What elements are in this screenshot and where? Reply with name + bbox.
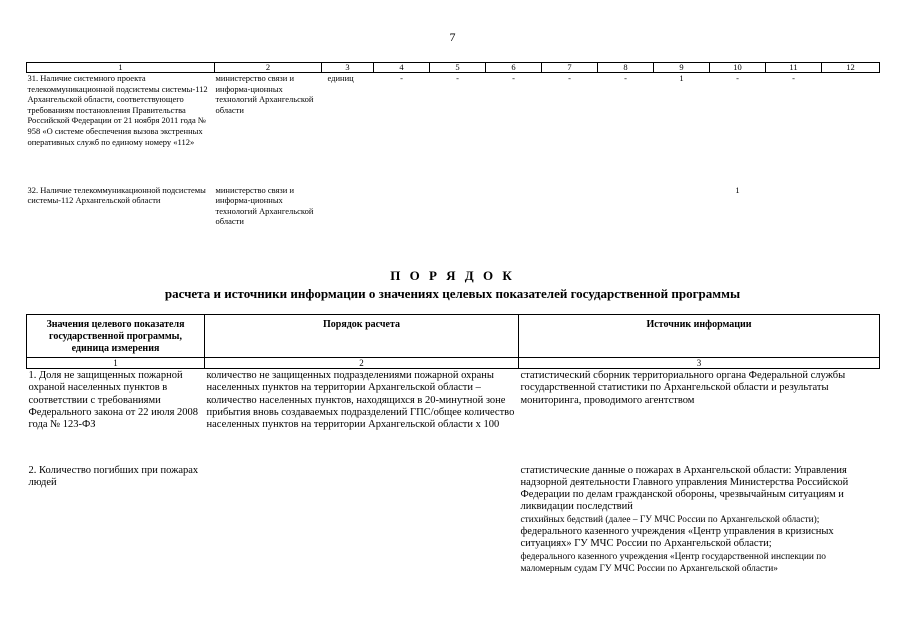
column-number: 1 — [27, 358, 205, 369]
column-number: 4 — [374, 63, 430, 73]
column-number: 6 — [486, 63, 542, 73]
year-value: - — [456, 73, 459, 83]
column-number-row — [27, 358, 880, 369]
column-number: 2 — [205, 358, 519, 369]
column-header: Значения целевого показателя государственной программы, единица измерения — [27, 315, 205, 358]
calculation-cell: количество не защищенных подразделениями пожарной охраны населенных пунктов на территории Архангельской области – количество населенных пунктов, находящихся в 20-минутной зоне прибытия вновь создаваемых подразделений ГПС/общее количество населенных пунктов на территории Архангельской области х 100 — [206, 370, 515, 431]
year-value — [654, 185, 710, 227]
year-value: - — [568, 73, 571, 83]
source-text: статистические данные о пожарах в Архангельской области: Управления надзорной деятельности Главного управления Министерства Российской Федерации по делам гражданской обороны, чрезвычайным ситуациям и ликвидации последствий — [520, 464, 849, 513]
table-row — [27, 185, 880, 227]
year-value: 1 — [679, 73, 684, 83]
column-number: 3 — [519, 358, 880, 369]
column-number: 12 — [822, 63, 880, 73]
column-header: Источник информации — [519, 315, 880, 358]
indicator-cell: 1. Доля не защищенных пожарной охраной населенных пунктов в соответствии с требованиями Федерального закона от 22 июля 2008 года № 123-ФЗ — [28, 370, 199, 431]
calculation-cell — [205, 465, 519, 577]
indicator-name: 32. Наличие телекоммуникационной подсистемы системы-112 Архангельской области — [27, 184, 206, 206]
source-text: федерального казенного учреждения «Центр управления в кризисных ситуациях» ГУ МЧС России по Архангельской области; — [520, 525, 834, 550]
source-text: стихийных бедствий (далее – ГУ МЧС России по Архангельской области); — [520, 514, 820, 525]
year-value — [598, 185, 654, 227]
column-header: Порядок расчета — [205, 315, 519, 358]
year-value: 1 — [735, 184, 740, 195]
year-value — [822, 185, 880, 227]
column-number: 7 — [542, 63, 598, 73]
year-value — [374, 185, 430, 227]
executor: министерство связи и информа-ционных технологий Архангельской области — [215, 184, 314, 227]
section-subtitle: расчета и источники информации о значениях целевых показателей государственной программы — [164, 286, 741, 301]
header-row — [27, 315, 880, 358]
source-cell — [519, 465, 880, 577]
year-value — [542, 185, 598, 227]
year-value — [430, 185, 486, 227]
year-value: - — [400, 73, 403, 83]
year-value — [486, 185, 542, 227]
column-number: 3 — [322, 63, 374, 73]
unit — [322, 185, 374, 227]
column-number-row — [27, 63, 880, 73]
year-value: - — [736, 73, 739, 83]
indicators-table — [26, 62, 880, 227]
column-number: 10 — [710, 63, 766, 73]
column-number: 11 — [766, 63, 822, 73]
column-number: 1 — [27, 63, 215, 73]
column-number: 8 — [598, 63, 654, 73]
source-text: статистический сборник территориального органа Федеральной службы государственной статистики по Архангельской области и результаты мониторинга, проводимого агентством — [520, 370, 846, 406]
source-cell — [519, 369, 880, 465]
year-value: - — [792, 73, 795, 83]
page-number: 7 — [449, 30, 456, 44]
table-row — [27, 465, 880, 577]
executor: министерство связи и информа-ционных технологий Архангельской области — [215, 73, 314, 115]
indicator-cell: 2. Количество погибших при пожарах людей — [28, 464, 199, 488]
source-text: федерального казенного учреждения «Центр государственной инспекции по маломерным судам ГУ МЧС России по Архангельской области» — [520, 551, 826, 574]
calculation-table — [26, 314, 880, 576]
table-row — [27, 73, 880, 185]
year-value: - — [624, 73, 627, 83]
column-number: 2 — [215, 63, 322, 73]
column-number: 5 — [430, 63, 486, 73]
year-value: - — [512, 73, 515, 83]
column-number: 9 — [654, 63, 710, 73]
year-value — [766, 185, 822, 227]
year-value — [822, 73, 880, 185]
section-title: П О Р Я Д О К — [390, 268, 515, 283]
indicator-name: 31. Наличие системного проекта телекоммуникационной подсистемы системы-112 Архангельской области, соответствующего требованиям постановления Правительства Российской Федерации от 21 ноября 2011 года № 958 «О системе обеспечения вызова экстренных оперативных служб по единому номеру «112» — [27, 73, 208, 147]
unit: единиц — [327, 73, 354, 83]
table-row — [27, 369, 880, 465]
